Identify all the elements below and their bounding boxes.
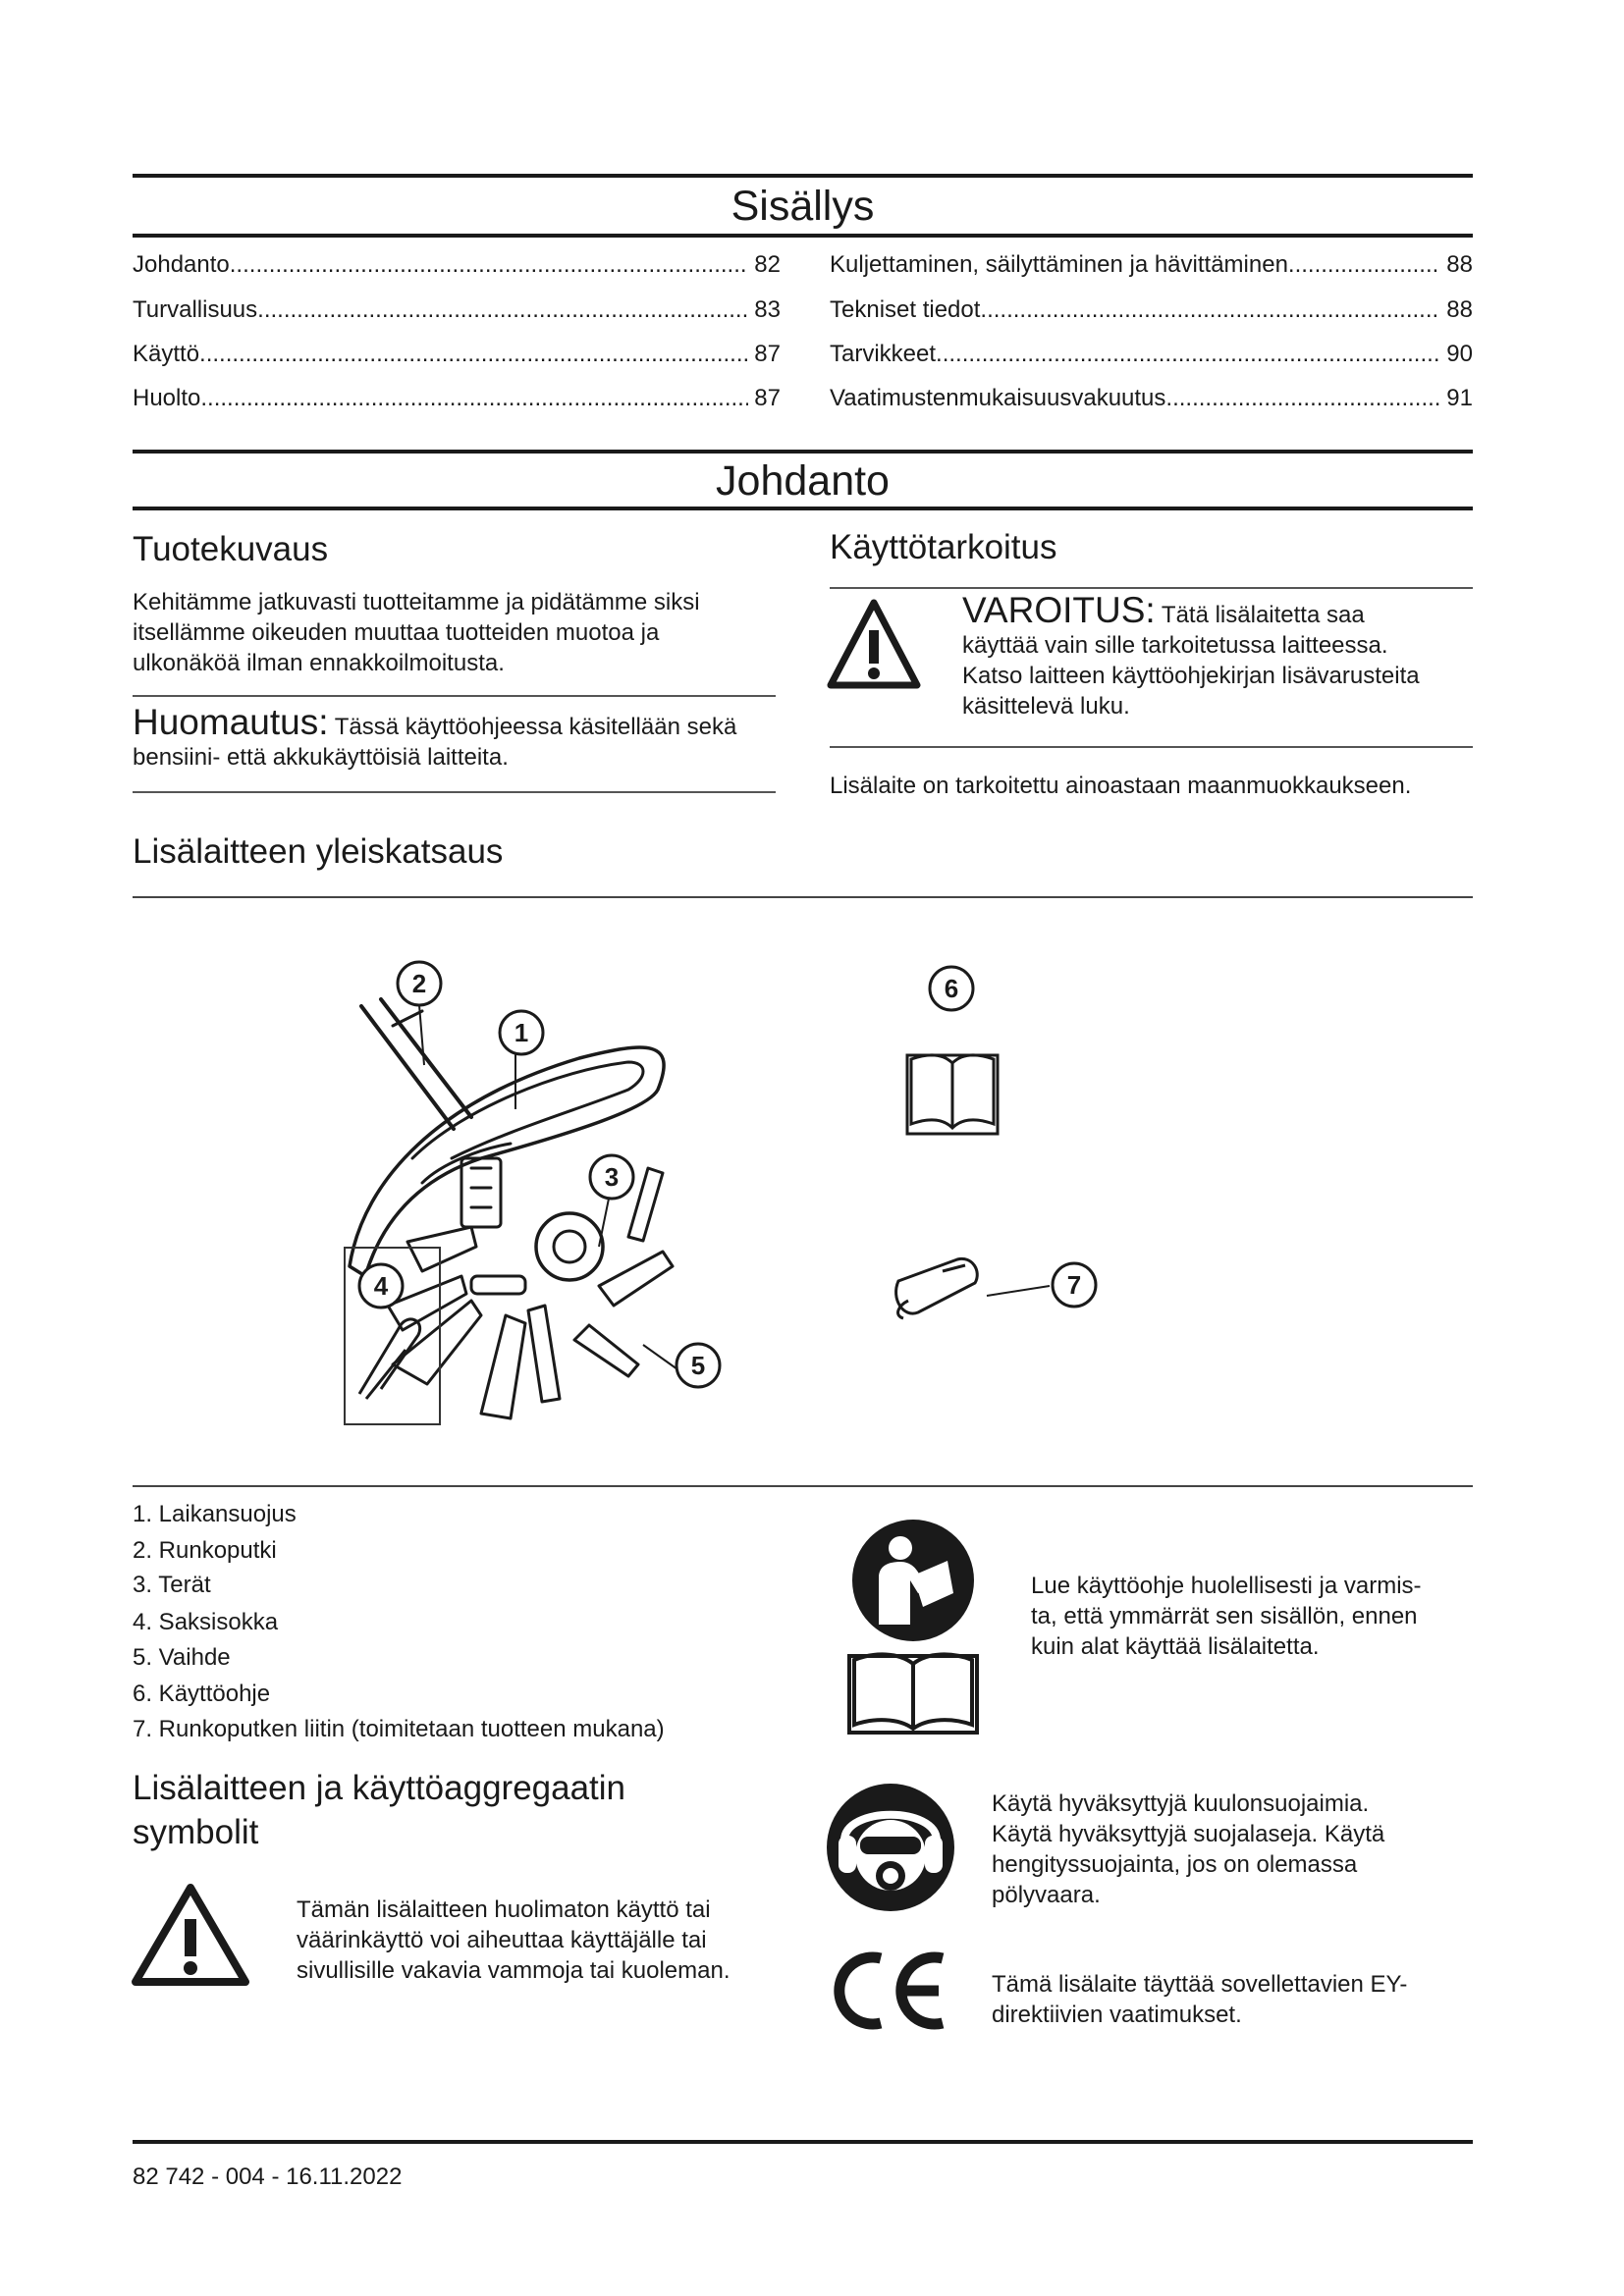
svg-text:4: 4 — [373, 1271, 389, 1301]
svg-text:3: 3 — [604, 1162, 620, 1192]
warning-text-line2: käyttää vain sille tarkoitetussa laitteessa. — [962, 632, 1388, 659]
ce-text: Tämä lisälaite täyttää sovellettavien EY- direktiivien vaatimukset. — [992, 1971, 1408, 2028]
warning-text-line1: Tätä lisälaitetta saa — [1161, 602, 1365, 628]
overview-bottom-rule — [133, 1485, 1473, 1487]
svg-text:2: 2 — [411, 969, 427, 998]
note-label: Huomautus: — [133, 702, 329, 742]
list-item: 3. Terät — [133, 1572, 211, 1598]
overview-heading: Lisälaitteen yleiskatsaus — [133, 832, 504, 871]
list-item: 7. Runkoputken liitin (toimitetaan tuotteen mukana) — [133, 1716, 665, 1742]
svg-text:7: 7 — [1066, 1270, 1082, 1300]
toc-entry-label: Huolto — [133, 385, 201, 411]
toc-entry-label: Tarvikkeet — [830, 341, 937, 367]
tube-connector-icon — [889, 1252, 997, 1330]
toc-entry-label: Käyttö — [133, 341, 200, 367]
footer-rule — [133, 2140, 1473, 2144]
purpose-heading: Käyttötarkoitus — [830, 528, 1057, 566]
manual-book-icon — [844, 1644, 982, 1737]
toc-entry-page: 88 — [1446, 251, 1473, 278]
list-item: 1. Laikansuojus — [133, 1501, 297, 1527]
toc-entry-label: Johdanto — [133, 251, 230, 278]
toc-entry-label: Kuljettaminen, säilyttäminen ja hävittäminen — [830, 251, 1288, 278]
read-manual-icon — [849, 1517, 977, 1644]
product-text: Kehitämme jatkuvasti tuotteitamme ja pidätämme siksi itsellämme oikeuden muuttaa tuotteiden muotoa ja ulkonäköä ilman ennakkoilmoitusta. — [133, 589, 700, 676]
toc-entry-label: Tekniset tiedot — [830, 296, 981, 323]
symbols-heading-line1: Lisälaitteen ja käyttöaggregaatin — [133, 1769, 626, 1807]
toc-entry-page: 91 — [1446, 385, 1473, 411]
toc-entry-label: Turvallisuus — [133, 296, 258, 323]
toc-entry-page: 88 — [1446, 296, 1473, 323]
protective-equipment-icon — [825, 1782, 957, 1914]
intro-title: Johdanto — [716, 457, 890, 505]
ppe-text: Käytä hyväksyttyjä kuulonsuojaimia. Käytä hyväksyttyjä suojalaseja. Käytä hengityssuojainta, jos on olemassa pölyvaara. — [992, 1790, 1385, 1908]
toc-entry-page: 82 — [754, 251, 781, 278]
general-warning-text: Tämän lisälaitteen huolimaton käyttö tai väärinkäyttö voi aiheuttaa käyttäjälle tai sivullisille vakavia vammoja tai kuoleman. — [297, 1896, 731, 1984]
toc-entry-page: 90 — [1446, 341, 1473, 367]
manual-book-icon — [903, 1026, 1001, 1139]
warning-text-line3: Katso laitteen käyttöohjekirjan lisävarusteita — [962, 663, 1420, 689]
svg-text:5: 5 — [690, 1351, 706, 1380]
list-item: 2. Runkoputki — [133, 1537, 277, 1564]
svg-text:6: 6 — [944, 974, 959, 1003]
product-heading: Tuotekuvaus — [133, 530, 329, 568]
toc-entry-page: 87 — [754, 385, 781, 411]
note-text: Tässä käyttöohjeessa käsitellään sekä bensiini- että akkukäyttöisiä laitteita. — [133, 714, 737, 771]
symbols-heading-line2: symbolit — [133, 1813, 259, 1851]
read-manual-text: Lue käyttöohje huolellisesti ja varmis- ta, että ymmärrät sen sisällön, ennen kuin alat käyttää lisälaitetta. — [1031, 1573, 1422, 1660]
list-item: 6. Käyttöohje — [133, 1681, 271, 1707]
footer-doc-id: 82 742 - 004 - 16.11.2022 — [133, 2163, 403, 2190]
ce-mark-icon — [827, 1949, 954, 2032]
list-item: 5. Vaihde — [133, 1644, 231, 1671]
toc-entry-page: 83 — [754, 296, 781, 323]
list-item: 4. Saksisokka — [133, 1609, 279, 1635]
toc-entry-page: 87 — [754, 341, 781, 367]
toc-entry-label: Vaatimustenmukaisuusvakuutus — [830, 385, 1166, 411]
warning-text-line4: käsittelevä luku. — [962, 693, 1130, 720]
svg-text:1: 1 — [514, 1018, 529, 1047]
toc-title: Sisällys — [731, 183, 875, 230]
general-warning-icon — [130, 1880, 252, 1990]
warning-label: VAROITUS: — [962, 590, 1156, 630]
purpose-text: Lisälaite on tarkoitettu ainoastaan maanmuokkaukseen. — [830, 773, 1412, 799]
